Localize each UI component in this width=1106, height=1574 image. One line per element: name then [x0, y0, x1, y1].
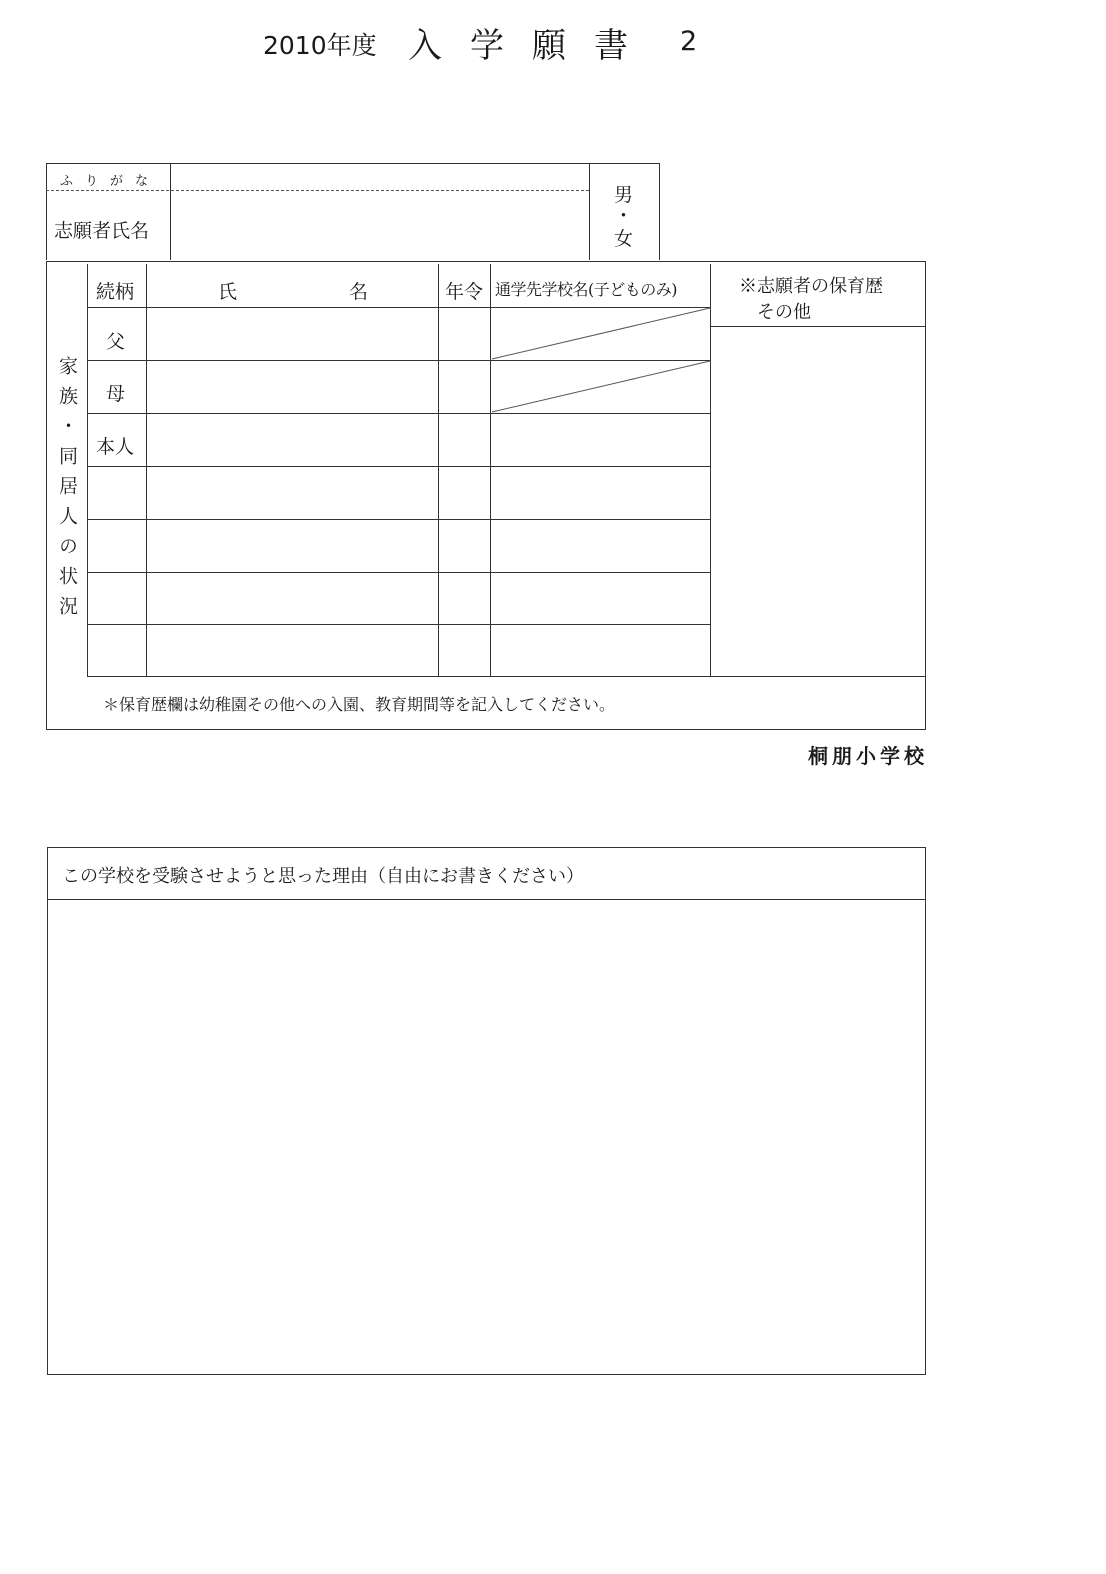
- row-relation-self: 本人: [96, 436, 135, 458]
- gender-female[interactable]: 女: [614, 228, 634, 250]
- col-relation-header: 続柄: [96, 281, 135, 303]
- history-header-line1: ※志願者の保育歴: [739, 276, 883, 297]
- school-name: 桐朋小学校: [808, 744, 928, 768]
- self-age-field[interactable]: [440, 415, 489, 465]
- father-name-field[interactable]: [148, 309, 437, 359]
- col-name-given-header: 氏: [218, 281, 238, 303]
- mother-age-field[interactable]: [440, 362, 489, 412]
- history-field[interactable]: [712, 328, 924, 675]
- father-age-field[interactable]: [440, 309, 489, 359]
- furigana-field[interactable]: [172, 165, 588, 189]
- mother-name-field[interactable]: [148, 362, 437, 412]
- history-note: ＊保育歴欄は幼稚園その他への入園、教育期間等を記入してください。: [103, 695, 616, 714]
- applicant-name-label: 志願者氏名: [54, 220, 150, 242]
- gender-separator: ・: [614, 205, 634, 227]
- form-number: 2: [680, 26, 698, 57]
- gender-male[interactable]: 男: [614, 184, 634, 206]
- applicant-name-field[interactable]: [172, 192, 588, 258]
- school-cell-slash: [490, 307, 710, 413]
- row-relation-father: 父: [106, 331, 126, 353]
- row-relation-mother: 母: [106, 383, 126, 405]
- form-title: 入学願書: [408, 26, 656, 66]
- col-school-header: 通学先学校名(子どものみ): [495, 280, 677, 299]
- family-side-label: 家族・同居人の状況: [56, 356, 78, 626]
- reason-field[interactable]: [49, 901, 924, 1373]
- self-name-field[interactable]: [148, 415, 437, 465]
- col-age-header: 年令: [445, 281, 484, 303]
- col-name-family-header: 名: [349, 281, 369, 303]
- form-year: 2010年度: [263, 31, 377, 60]
- history-header-line2: その他: [757, 302, 811, 323]
- reason-label: この学校を受験させようと思った理由（自由にお書きください）: [62, 866, 584, 887]
- furigana-label: ふりがな: [60, 174, 161, 189]
- self-school-field[interactable]: [492, 415, 709, 465]
